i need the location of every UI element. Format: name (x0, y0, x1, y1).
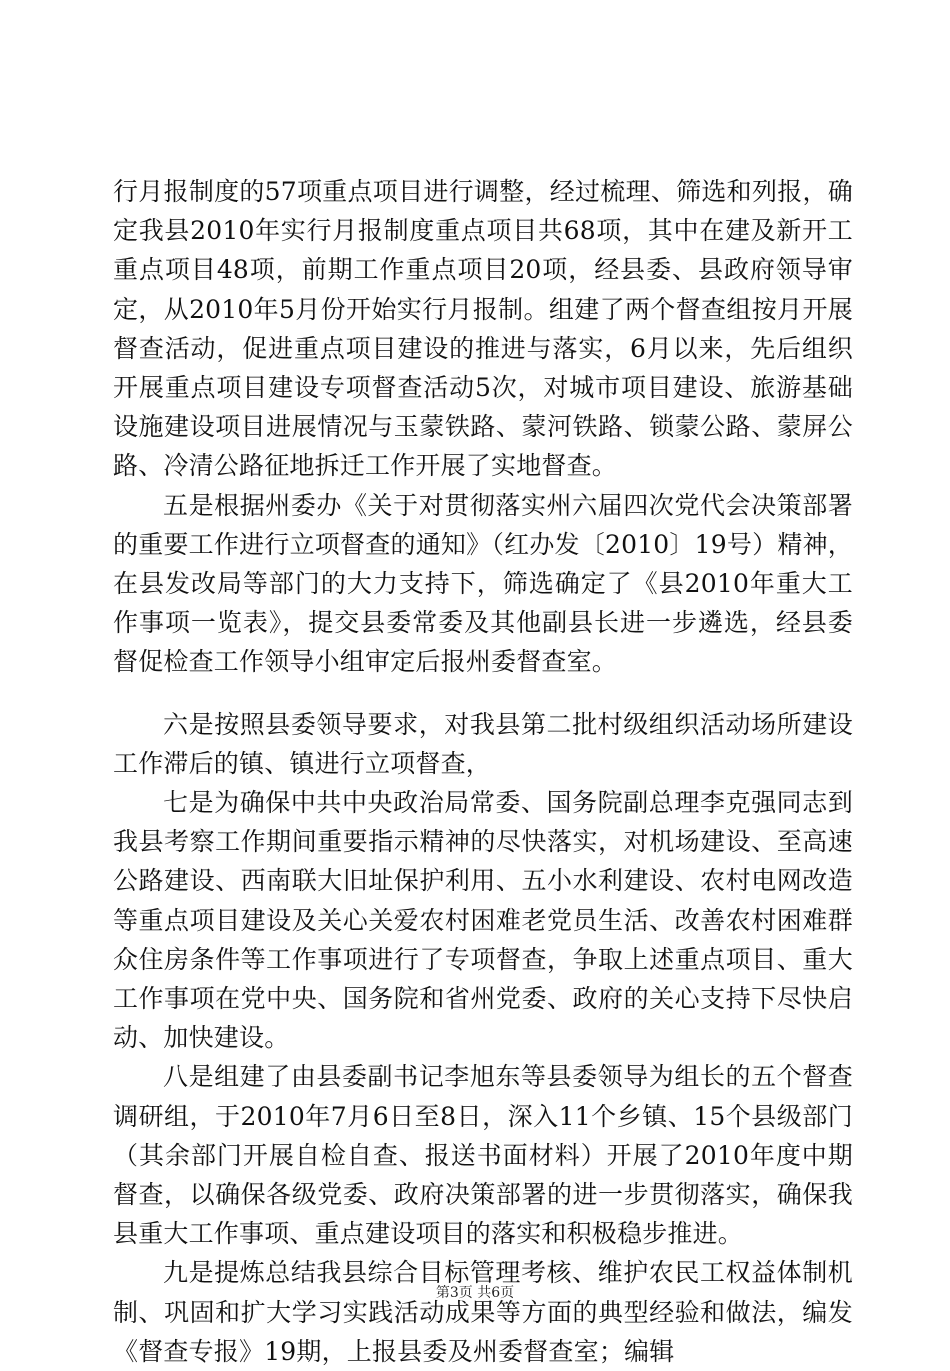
paragraph-seven: 七是为确保中共中央政治局常委、国务院副总理李克强同志到我县考察工作期间重要指示精神的尽快落实，对机场建设、至高速公路建设、西南联大旧址保护利用、五小水利建设、农村电网改造等重点项目建设及关心关爱农村困难老党员生活、改善农村困难群众住房条件等工作事项进行了专项督查，争取上述重点项目、重大工作事项在党中央、国务院和省州党委、政府的关心支持下尽快启动、加快建设。 (113, 788, 853, 1053)
document-body (113, 172, 853, 1371)
paragraph-six: 六是按照县委领导要求，对我县第二批村级组织活动场所建设工作滞后的镇、镇进行立项督查， (113, 709, 853, 778)
page-number-footer: 第3页 共6页 (435, 1285, 515, 1301)
paragraph-five: 五是根据州委办《关于对贯彻落实州六届四次党代会决策部署的重要工作进行立项督查的通知》（红办发〔2010〕19号）精神，在县发改局等部门的大力支持下，筛选确定了《县2010年重大工作事项一览表》，提交县委常委及其他副县长进一步遴选，经县委督促检查工作领导小组审定后报州委督查室。 (113, 490, 853, 677)
paragraph-monthly-report: 行月报制度的57项重点项目进行调整，经过梳理、筛选和列报，确定我县2010年实行月报制度重点项目共68项，其中在建及新开工重点项目48项，前期工作重点项目20项，经县委、县政府领导审定，从2010年5月份开始实行月报制。组建了两个督查组按月开展督查活动，促进重点项目建设的推进与落实，6月以来，先后组织开展重点项目建设专项督查活动5次，对城市项目建设、旅游基础设施建设项目进展情况与玉蒙铁路、蒙河铁路、锁蒙公路、蒙屏公路、冷清公路征地拆迁工作开展了实地督查。 (113, 177, 853, 481)
paragraph-nine: 九是提炼总结我县综合目标管理考核、维护农民工权益体制机制、巩固和扩大学习实践活动成果等方面的典型经验和做法，编发《督查专报》19期，上报县委及州委督查室；编辑 (113, 1258, 853, 1366)
paragraph-eight: 八是组建了由县委副书记李旭东等县委领导为组长的五个督查调研组，于2010年7月6日至8日，深入11个乡镇、15个县级部门（其余部门开展自检自查、报送书面材料）开展了2010年度中期督查，以确保各级党委、政府决策部署的进一步贯彻落实，确保我县重大工作事项、重点建设项目的落实和积极稳步推进。 (113, 1062, 853, 1249)
paragraph-gap (113, 682, 853, 705)
